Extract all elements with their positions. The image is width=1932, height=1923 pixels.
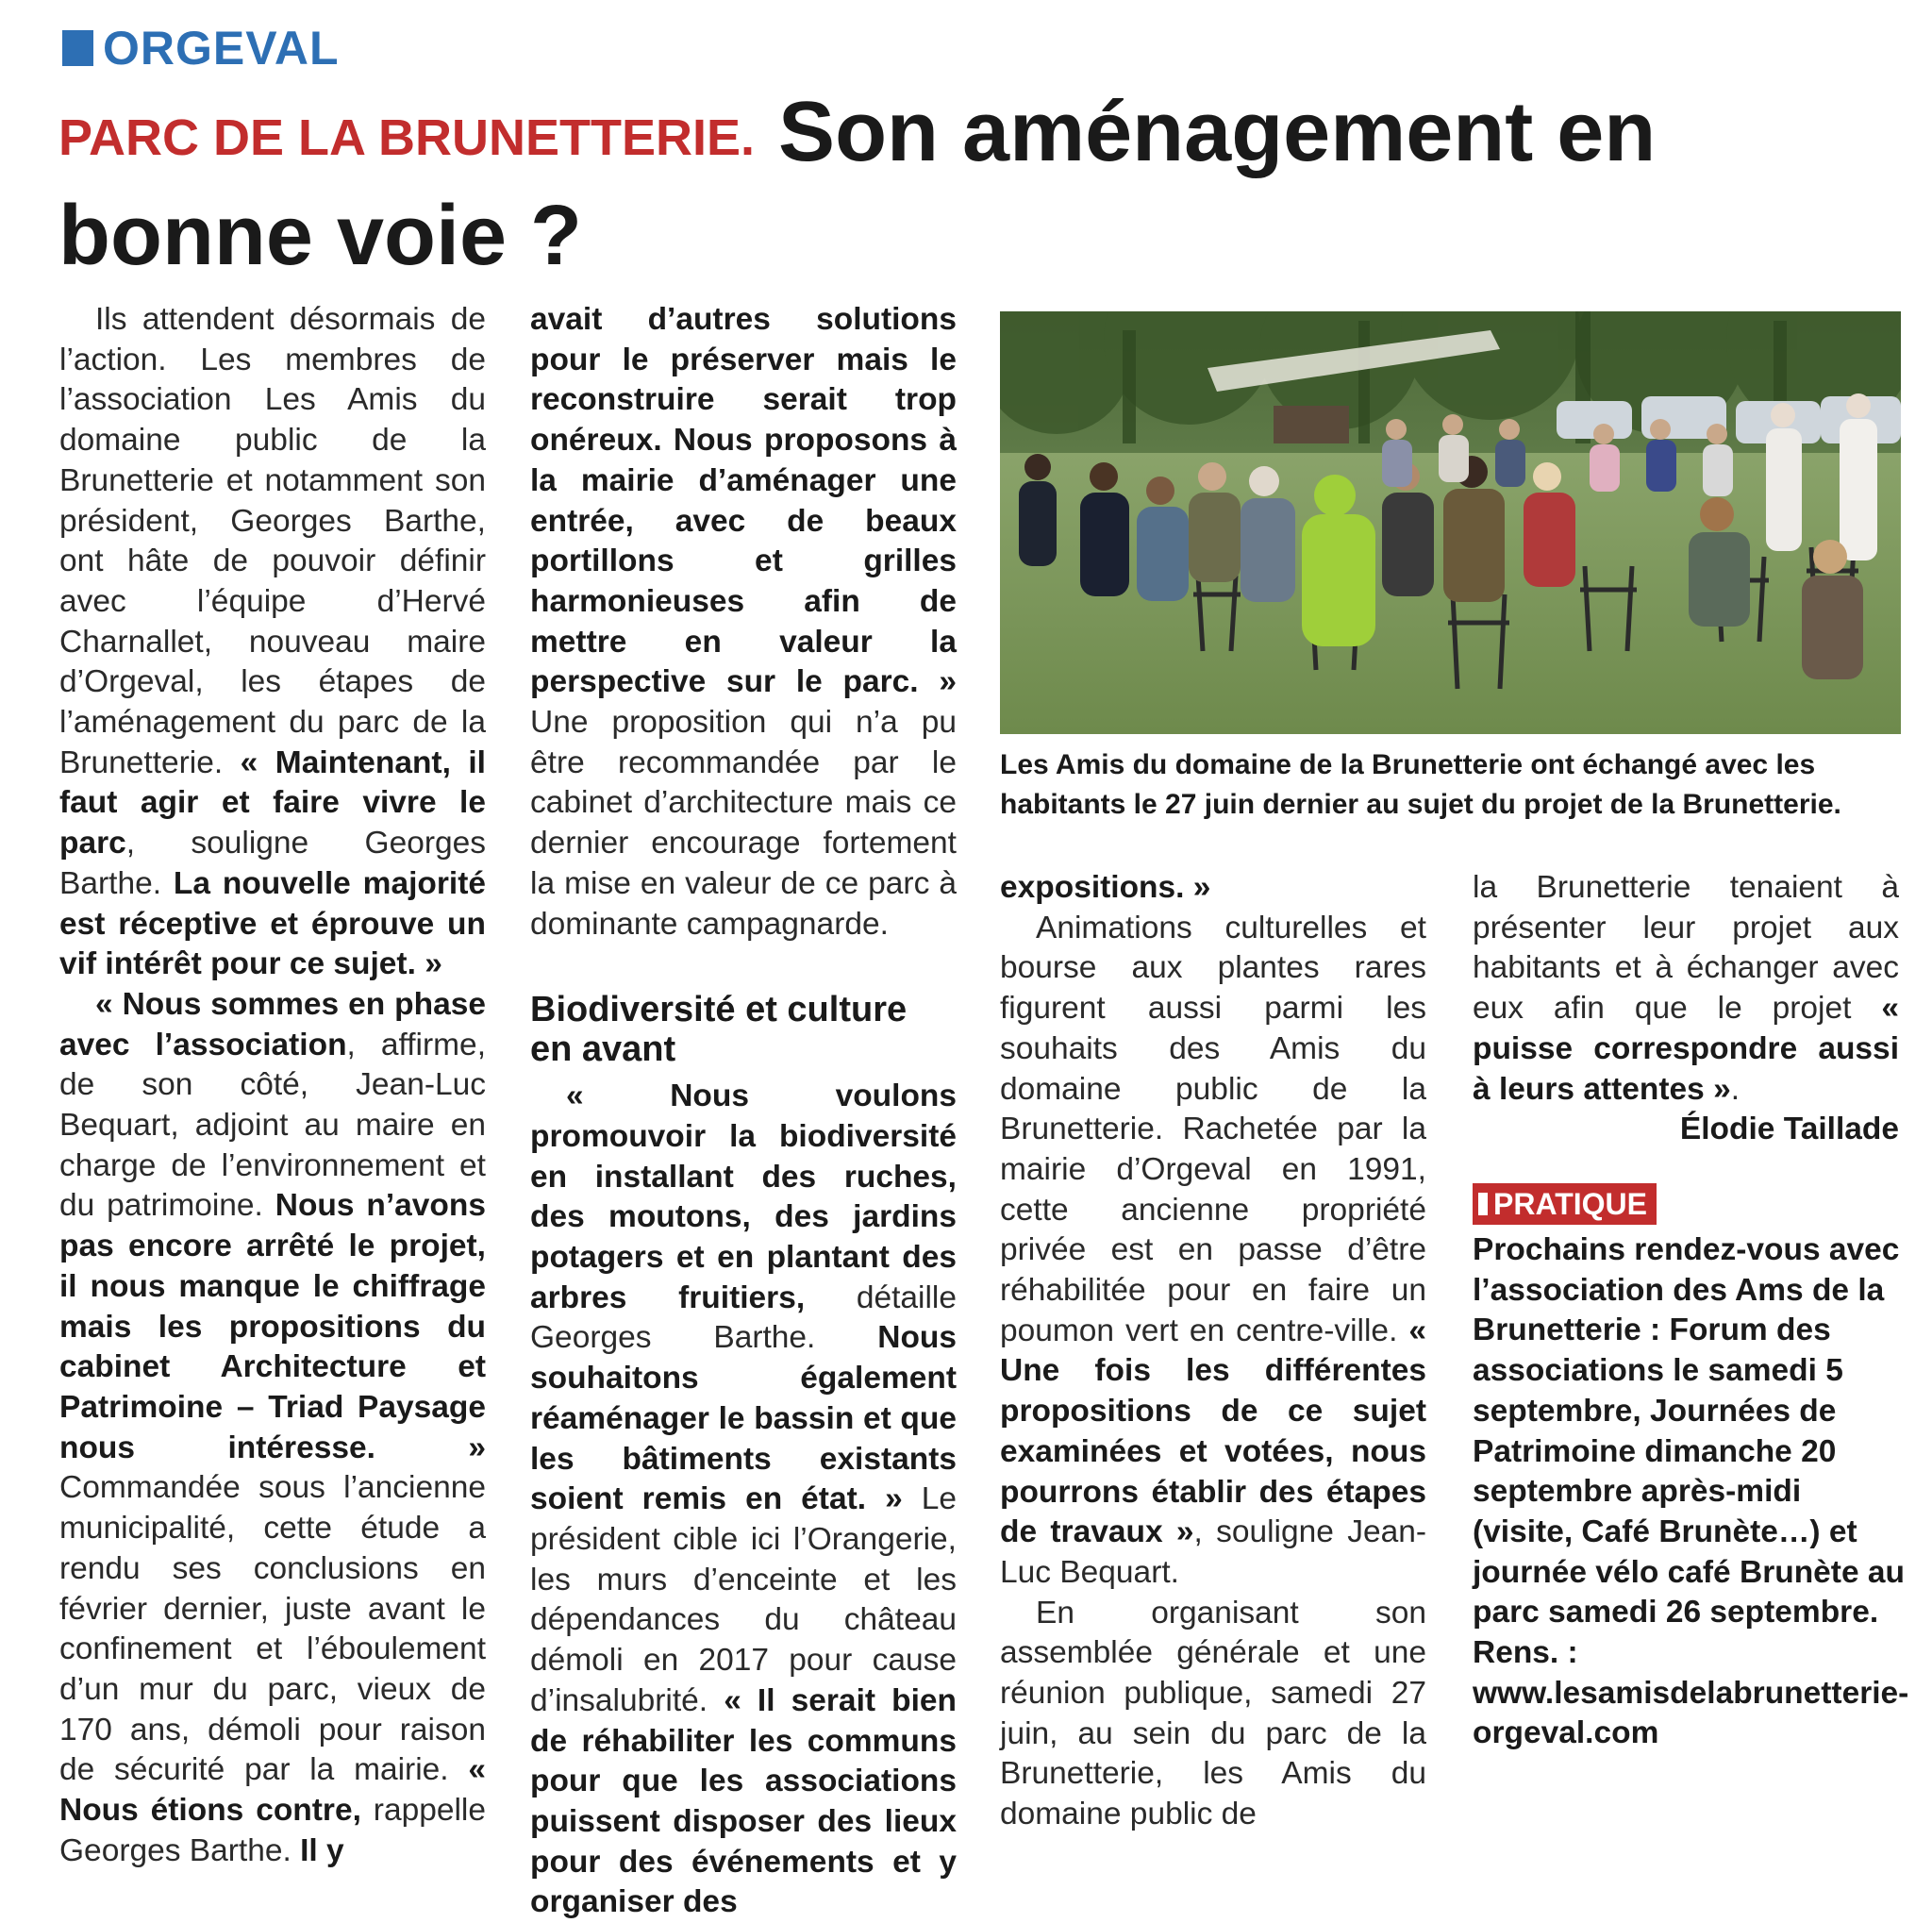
text: Commandée sous l’ancienne municipalité, cette étude a rendu ses conclusions en février dernier, juste avant le confinement et l’éboulement d’un mur du parc, vieux de 170 ans, démoli pour raison de sécurité par la mairie.	[59, 1470, 486, 1788]
article-column-4	[1473, 868, 1899, 1150]
paragraph	[1473, 868, 1899, 1110]
paragraph	[530, 300, 957, 945]
paragraph	[59, 985, 486, 1871]
paragraph	[1000, 909, 1426, 1594]
article-column-2	[530, 300, 957, 1923]
text: , affirme, de son côté, Jean-Luc Bequart, adjoint au maire en charge de l’environnement et du patrimoine.	[59, 1027, 486, 1224]
text: Ils attendent désormais de l’action. Les membres de l’association Les Amis du domaine public de la Brunetterie et notamment son président, Georges Barthe, ont hâte de pouvoir définir avec l’équipe d’Hervé Charnallet, nouveau maire d’Orgeval, les étapes de l’aménagement du parc de la Brunetterie.	[59, 302, 486, 780]
text: Le président cible ici l’Orangerie, les murs d’enceinte et les dépendances du château démoli en 2017 pour cause d’insalubrité.	[530, 1481, 957, 1718]
headline-title: Son aménagement en bonne voie ?	[58, 85, 1657, 283]
paragraph	[1000, 868, 1426, 909]
article-column-1	[59, 300, 486, 1871]
text: .	[1730, 1071, 1740, 1107]
text: Animations culturelles et bourse aux plantes rares figurent aussi parmi les souhaits des Amis du domaine public de la Brunetterie. Rachetée par la mairie d’Orgeval en 1991, cette ancienne propriété privée est en passe d’être réhabilitée pour en faire un poumon vert en centre-ville.	[1000, 910, 1426, 1348]
author-byline: Élodie Taillade	[1679, 1112, 1899, 1147]
quote: « Maintenant, il faut agir et faire vivre le parc	[59, 744, 486, 861]
quote: « Une fois les différentes propositions de ce sujet examinées et votées, nous pourrons établir des étapes de travaux »	[1000, 1313, 1426, 1550]
quote: « Nous sommes en phase avec l’association	[59, 986, 486, 1062]
quote: La nouvelle majorité est réceptive et éprouve un vif intérêt pour ce sujet. »	[59, 865, 486, 982]
text: détaille Georges Barthe.	[530, 1279, 957, 1356]
quote: expositions. »	[1000, 870, 1211, 905]
section-name: ORGEVAL	[103, 22, 340, 75]
text: , souligne Georges Barthe.	[59, 826, 486, 901]
paragraph	[59, 300, 486, 985]
quote: « Nous étions contre,	[59, 1752, 486, 1829]
article-column-3	[1000, 868, 1426, 1835]
text: Une proposition qui n’a pu être recommandée par le cabinet d’architecture mais ce dernier encourage fortement la mise en valeur de ce parc à dominante campagnarde.	[530, 705, 957, 942]
park-meeting-photo-illustration	[1000, 311, 1901, 734]
quote: « puisse correspondre aussi à leurs attentes »	[1473, 991, 1899, 1107]
article-photo	[1000, 311, 1901, 734]
headline	[58, 83, 1907, 285]
pratique-label	[1473, 1183, 1657, 1225]
pratique-label-text: PRATIQUE	[1493, 1187, 1647, 1221]
quote: Il y	[300, 1832, 344, 1868]
paragraph	[530, 1077, 957, 1923]
quote: Nous n’avons pas encore arrêté le projet, il nous manque le chiffrage mais les propositions du cabinet Architecture et Patrimoine – Triad Paysage nous intéresse. »	[59, 1188, 486, 1465]
photo-caption: Les Amis du domaine de la Brunetterie ont échangé avec les habitants le 27 juin dernier au sujet du projet de la Brunetterie.	[1000, 749, 1841, 820]
pratique-square-icon	[1478, 1193, 1488, 1215]
quote: « Il serait bien de réhabiliter les communs pour que les associations puissent disposer des lieux pour des événements et y organiser des	[530, 1682, 957, 1920]
text: , souligne Jean-Luc Bequart.	[1000, 1514, 1426, 1590]
text: la Brunetterie tenaient à présenter leur projet aux habitants et à échanger avec eux afin que le projet	[1473, 870, 1899, 1027]
paragraph	[1000, 1594, 1426, 1835]
quote: Nous souhaitons également réaménager le bassin et que les bâtiments existants soient remis en état. »	[530, 1320, 957, 1517]
quote: « Nous voulons promouvoir la biodiversité en installant des ruches, des moutons, des jardins potagers et en plantant des arbres fruitiers,	[530, 1079, 957, 1315]
section-header	[62, 21, 340, 75]
text: rappelle Georges Barthe.	[59, 1793, 486, 1868]
headline-kicker: PARC DE LA BRUNETTERIE.	[58, 109, 756, 166]
subheading: Biodiversité et culture en avant	[530, 990, 908, 1070]
pratique-text: Prochains rendez-vous avec l’association des Ams de la Brunetterie : Forum des associations le samedi 5 septembre, Journées de Patrimoine dimanche 20 septembre après-midi (visite, Café Brunète…) et journée vélo café Brunète au parc samedi 26 septembre. Rens. : www.lesamisdelabrunetterie-orgeval.com	[1473, 1232, 1909, 1751]
text: En organisant son assemblée générale et une réunion publique, samedi 27 juin, au sein du parc de la Brunetterie, les Amis du domaine public de	[1000, 1595, 1426, 1832]
section-square-icon	[62, 30, 93, 66]
quote: avait d’autres solutions pour le préserver mais le reconstruire serait trop onéreux. Nous proposons à la mairie d’aménager une entrée, avec de beaux portillons et grilles harmonieuses afin de mettre en valeur la perspective sur le parc. »	[530, 302, 957, 700]
